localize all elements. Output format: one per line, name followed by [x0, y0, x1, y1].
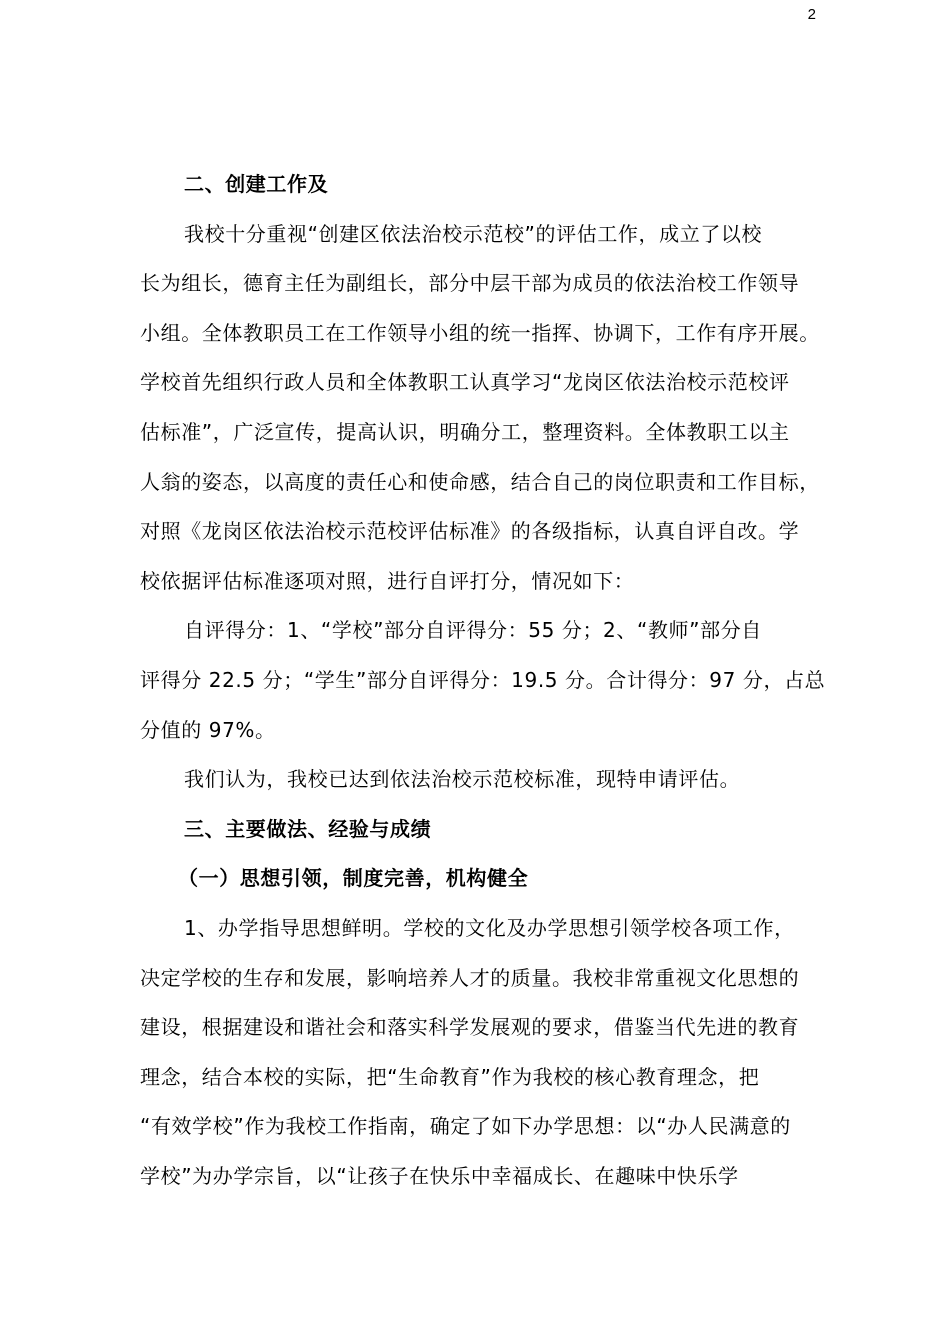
paragraph-conclusion: 我们认为，我校已达到依法治校示范校标准，现特申请评估。 — [184, 767, 741, 792]
document-body — [140, 160, 840, 1201]
paragraph-line: 学校首先组织行政人员和全体教职工认真学习“龙岗区依法治校示范校评 — [140, 370, 790, 395]
paragraph-line: 自评得分：1、“学校”部分自评得分：55 分；2、“教师”部分自 — [184, 618, 762, 643]
paragraph-line: 对照《龙岗区依法治校示范校评估标准》的各级指标，认真自评自改。学 — [140, 519, 800, 544]
paragraph-line: 长为组长，德育主任为副组长，部分中层干部为成员的依法治校工作领导 — [140, 271, 800, 296]
paragraph-line: 理念，结合本校的实际，把“生命教育”作为我校的核心教育理念，把 — [140, 1064, 760, 1089]
paragraph-line: 建设，根据建设和谐社会和落实科学发展观的要求，借鉴当代先进的教育 — [140, 1015, 800, 1040]
subsection-heading-1: （一）思想引领，制度完善，机构健全 — [178, 866, 529, 891]
paragraph-line: 分值的 97%。 — [140, 717, 276, 742]
paragraph-school-philosophy — [140, 904, 840, 1202]
paragraph-line: “有效学校”作为我校工作指南，确定了如下办学思想：以“办人民满意的 — [140, 1114, 791, 1139]
paragraph-line: 决定学校的生存和发展，影响培养人才的质量。我校非常重视文化思想的 — [140, 965, 800, 990]
page-number: 2 — [807, 6, 816, 23]
paragraph-line: 人翁的姿态，以高度的责任心和使命感，结合自己的岗位职责和工作目标， — [140, 469, 820, 494]
paragraph-line: 1、办学指导思想鲜明。学校的文化及办学思想引领学校各项工作， — [184, 915, 795, 940]
paragraph-self-score — [140, 606, 840, 755]
paragraph-line: 校依据评估标准逐项对照，进行自评打分，情况如下： — [140, 568, 635, 593]
paragraph-line: 估标准”，广泛宣传，提高认识，明确分工，整理资料。全体教职工以主 — [140, 419, 790, 444]
paragraph-line: 学校”为办学宗旨，以“让孩子在快乐中幸福成长、在趣味中快乐学 — [140, 1163, 739, 1188]
section-heading-3: 三、主要做法、经验与成绩 — [184, 816, 432, 841]
paragraph-evaluation-work — [140, 210, 840, 607]
paragraph-line: 评得分 22.5 分；“学生”部分自评得分：19.5 分。合计得分：97 分，占总 — [140, 667, 826, 692]
paragraph-line: 小组。全体教职员工在工作领导小组的统一指挥、协调下，工作有序开展。 — [140, 320, 820, 345]
paragraph-line: 我校十分重视“创建区依法治校示范校”的评估工作，成立了以校 — [184, 221, 763, 246]
section-heading-2: 二、创建工作及 — [184, 172, 329, 196]
